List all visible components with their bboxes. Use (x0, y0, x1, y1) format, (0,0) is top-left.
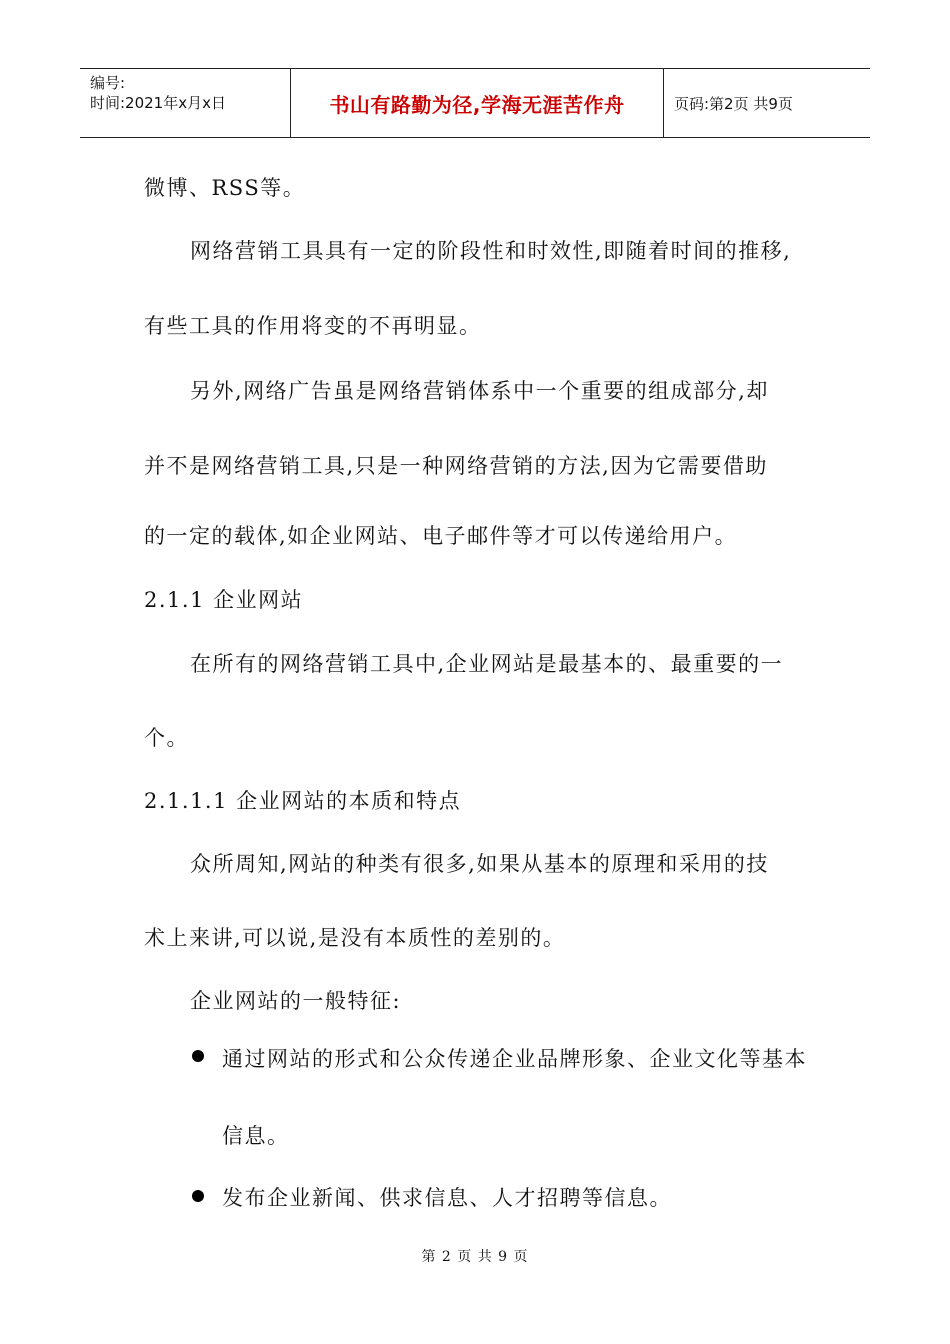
body-line-1: 微博、RSS等。 (144, 176, 306, 200)
header-page-label: 页码:第2页 共9页 (674, 94, 793, 113)
document-time-label: 时间:2021年x月x日 (90, 94, 226, 112)
body-line-2: 网络营销工具具有一定的阶段性和时效性,即随着时间的推移, (190, 239, 792, 263)
body-line-11: 众所周知,网站的种类有很多,如果从基本的原理和采用的技 (190, 852, 769, 876)
body-line-8: 在所有的网络营销工具中,企业网站是最基本的、最重要的一 (190, 652, 784, 676)
body-line-12: 术上来讲,可以说,是没有本质性的差别的。 (144, 926, 566, 950)
body-line-9: 个。 (144, 726, 189, 750)
bullet-dot-2 (192, 1190, 204, 1202)
bullet-item-2: 发布企业新闻、供求信息、人才招聘等信息。 (222, 1186, 672, 1210)
body-line-3: 有些工具的作用将变的不再明显。 (144, 314, 482, 338)
document-number-label: 编号: (90, 74, 126, 92)
body-line-4: 另外,网络广告虽是网络营销体系中一个重要的组成部分,却 (190, 379, 769, 403)
body-line-5: 并不是网络营销工具,只是一种网络营销的方法,因为它需要借助 (144, 454, 768, 478)
section-heading-2-1-1-1: 2.1.1.1 企业网站的本质和特点 (144, 789, 462, 813)
page-header (80, 68, 870, 138)
body-line-13: 企业网站的一般特征: (190, 989, 402, 1013)
section-heading-2-1-1: 2.1.1 企业网站 (144, 588, 304, 612)
header-meta (80, 69, 291, 137)
header-motto: 书山有路勤为径,学海无涯苦作舟 (291, 69, 664, 137)
bullet-item-1-continued: 信息。 (222, 1124, 290, 1148)
bullet-item-1: 通过网站的形式和公众传递企业品牌形象、企业文化等基本 (222, 1047, 807, 1071)
page-footer: 第 2 页 共 9 页 (421, 1249, 529, 1265)
body-line-6: 的一定的载体,如企业网站、电子邮件等才可以传递给用户。 (144, 524, 738, 548)
bullet-dot-1 (192, 1050, 204, 1062)
